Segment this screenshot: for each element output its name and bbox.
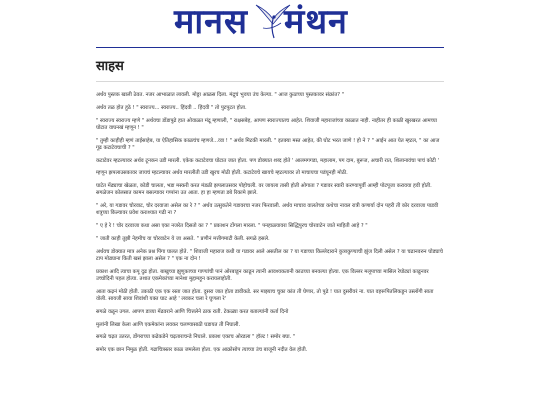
article-paragraph: सगळे वळून उगल. आपण डाव्या मेंढवराने आणि चित्तलेने ठाक राती. टेकळ्या करत बताल्यांनी कर्ता दिनो (96, 308, 289, 315)
article-body (96, 92, 444, 354)
logo-text-right: मंथन (284, 2, 348, 42)
masthead-divider (96, 47, 444, 48)
article-paragraph: आता कढ़नं मोठी होती. उकाठी एक एक रस्ता जात होता. दुसरा जात होता डावीकडे. सर माझ्याच चुका कांत ती घेणार, तो पुढे ! यात दुसरीवरं ना. यात वहरूपितलिकडून उस्लोंगी साता वोली. सायजी साया शिवांशी यक्त घाट आहे ' लवकर चला रे घुणला रे' (96, 288, 434, 302)
title-divider (96, 81, 444, 82)
article-paragraph: घाटेत मेंढ्याचा खेळता, कोडी चालता, भडा मस्करी करत मंडळी झपलाउसवर पोहोचली. वर जायला तासी होती ओगाता ? गडावर स्वारी करण्यापूर्वी आम्ही पोटपूजा करावया हवी होती. सगळेजन कोलसात कामन बसल्यावर गप्पांना उत आता. हा हा म्हणता डबे रिकामे झाले. (96, 183, 432, 197)
article-paragraph: अर्थव पुस्तक खाली ठेवत. नजर आभाळात लावली. मोठ्ठा आळस दिला. मंद्रूचं भुवया उंच केल्या. " आज कुठाच्या पुस्तकावर संक्रांत? " (96, 92, 345, 98)
article-title: साहस (96, 59, 124, 74)
article-paragraph: म्हणून झपलाउसकावर जायचं म्हटल्यावर अर्थव मारलीती उडी खुरच मोठी होती. कटाटेवचे खायचे म्हटल्यावर तो माचायचा पडंयूनही मोठी. (96, 170, 348, 177)
site-masthead[interactable] (96, 0, 444, 46)
article-paragraph: कटाटेवर म्हटल्यावर अर्थव टूनकन उडी मारली. एकेक कटाटेवचा घोटात जात होता. पण डोक्यात शब्द होते ' आलमगगडा, महालाम, पग दाम, बुरूज, अचारी रात, शिलानावंचा पाचं कोटी ' (96, 157, 439, 164)
article-paragraph: अर्थव तळ होत हुठे ! " स्वराज्य... स्वराज्य.. हिंदवी .. हिंदवी " तो पुटपुटत होता. (96, 104, 247, 111)
article-paragraph: " ए हे रे ! चोर दरवाजा कधा असा एका नजरेत दिसतो का ? " प्रकाशन टोंगला मारला. " पनहाळयावरा सिद्धिपुरच चोरवाटेन जाते माहिती आहे ? " (96, 223, 368, 230)
article-paragraph: " अरे, या गडावर चोरवाट, चोर दरवाजा असेल का रे ? " अर्थव उत्सुकतेने गडावरचा नजर फिरवाली. अर्थव माचाव वालतेच्या कथेचा नावल रात्री कणार्या दोन पहरी ती कोर दरवाजा पाडवी शत्रूच्या किल्यावर प्रवेश कराश्यात गढी ना ? (96, 203, 439, 217)
article-paragraph: प्रकाश आदि त्याचा कपू दुढ होता. बाखुच्या झुणुकाच्या गाण्यांची पानं ओरबाडून काढून त्यानी आवश्यकतानी काठच्या बनवल्या होत्या. एक विल्लर मलूपाच्या मासिल रेघोट्यां काढूनवर उच्चोदिनी पहल होत्या. तशात एकमेकांच्या मानेशा मुद्दामहून करायलाहोती. (96, 268, 429, 282)
article-paragraph: " तुम्ही काहीही म्हणं ताईसाहेब, या ऐतिहासिक काळचंच म्हणजे...व्वा ! " अर्थव मिटकी मारली. " इतक्या मस्त आहेत, की घोट भरत जाणे ! हो ने ? " आईन आत येत म्हटल, " का आज गूढ कटाटेवचाची ? " (96, 137, 440, 151)
article-paragraph: मुलांनी लिखा केला आणि एकमेकांना लवकर चलण्यासाठी घडायत ती निघाली. (96, 321, 241, 328)
logo-text-left: मानस (174, 2, 248, 42)
article-paragraph: सगळे चढ़त उतरत, डोंगराच्या कढेकडेने चढ़ताराचन्डे निघाले. प्रकाश एकाच ओरडला " हॉल्ट ! समोर बघा. " (96, 334, 296, 341)
article (96, 52, 444, 360)
article-paragraph: " स्वराज्य स्वराज्य म्हणे " अर्थवचा डोंडापुढे हात ओवाळत मंद्रू म्हणाली, " राक्षसबेह, आपण स्वराज्यातच आहेत. शिवाजी महाराजांच्या काळात नाही. नाहीतर ही काळी खुरखरत आमच्या घोटात वाघनखं म्हणून ! " (96, 117, 438, 131)
article-paragraph: समोर एक छान निमुळ होती. गढाचित्रस्तर काळ जमलेला होता. एक आक्रोसोप त्याच्या उंच बाजूनी नदीत वेल होती. (96, 347, 308, 354)
article-paragraph: अर्थवच डोक्यात मात्र अनेक प्रश्न पिंगा घालत होते. " शिवाजी महाराज कधी या गडावर आले असतील का ? या गडाच्या किल्लेदाराने कुत्राकुण्याची झुंज दिली असेल ? या चढानवरुन घोड्याचे टाप मोठ्याना किती खसं झाला असेल ? " एक ना दोन ! (96, 248, 443, 262)
article-paragraph: " जाती काही तुझी नेहमीच या चोरवाटेन ये जा असते. " प्रणीनं मत्तीगमाटी केली. सगळे हसले. (96, 235, 270, 242)
